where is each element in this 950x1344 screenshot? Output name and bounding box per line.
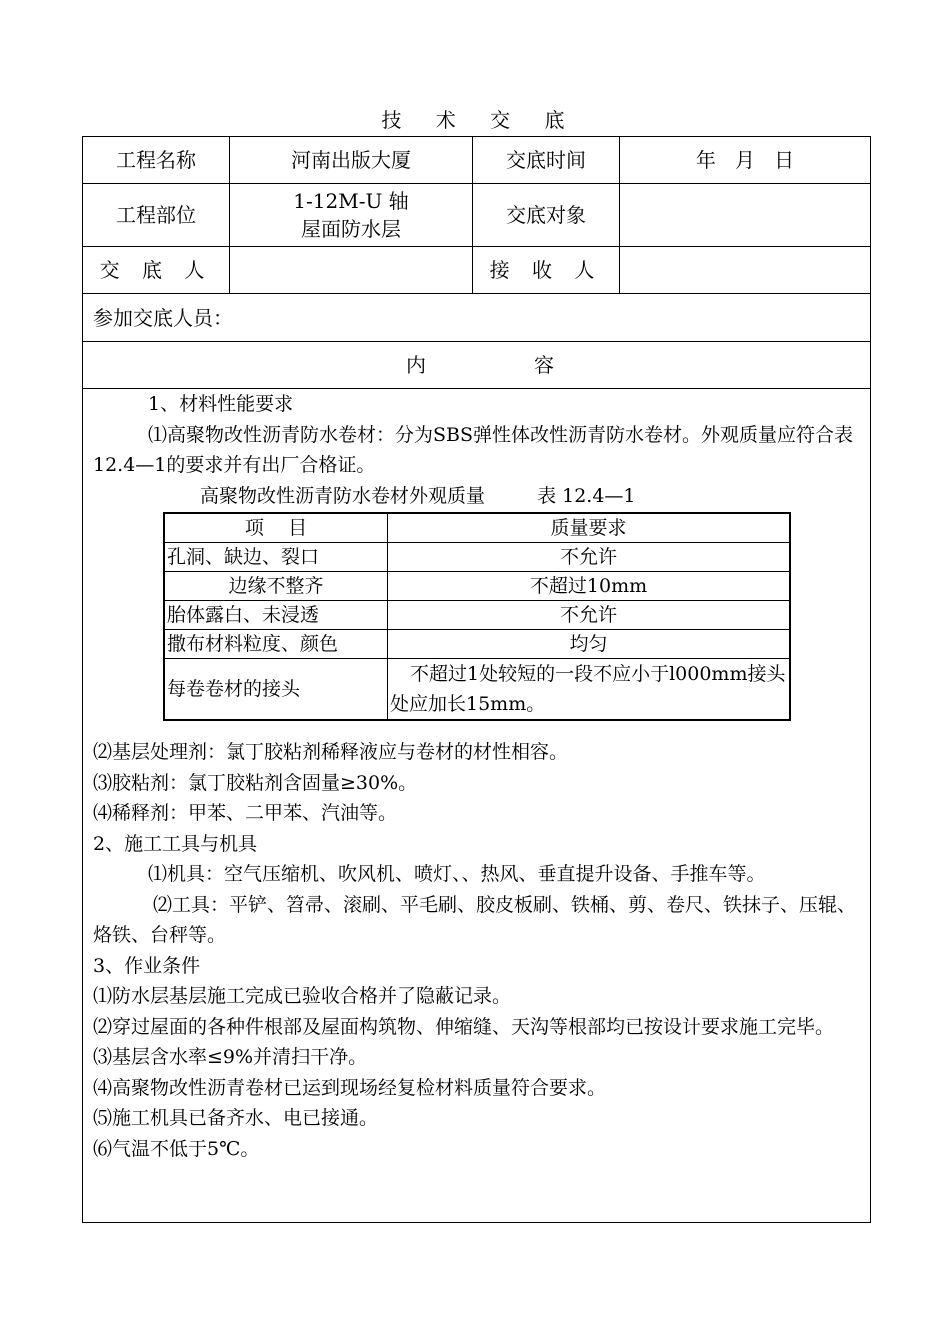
- table-caption-title: 高聚物改性沥青防水卷材外观质量: [200, 485, 486, 507]
- disclosure-form: [82, 136, 871, 1223]
- table-header-row: [164, 513, 790, 543]
- section-2-heading: 2、施工工具与机具: [93, 832, 258, 855]
- part-value-line2: 屋面防水层: [301, 217, 401, 241]
- section-1-paragraph-2: ⑵基层处理剂：氯丁胶粘剂稀释液应与卷材的材性相容。: [93, 741, 569, 763]
- table-cell: 不允许: [388, 601, 791, 630]
- section-3-paragraph-3: ⑶基层含水率≤9%并清扫干净。: [93, 1046, 368, 1068]
- part-value: [230, 184, 472, 246]
- receiver-label: 接 收 人: [489, 258, 603, 282]
- table-cell: 不超过10mm: [388, 572, 791, 601]
- table-cell: 边缘不整齐: [164, 572, 388, 601]
- participants-label: 参加交底人员：: [93, 305, 233, 330]
- table-cell: 胎体露白、未浸透: [164, 601, 388, 630]
- table-row: [164, 659, 790, 721]
- section-3-paragraph-4: ⑷高聚物改性沥青卷材已运到现场经复检材料质量符合要求。: [93, 1076, 607, 1099]
- content-heading-1: 内: [406, 353, 426, 377]
- target-value: [620, 184, 870, 246]
- content-section-1: [93, 389, 863, 481]
- section-2-paragraph-2: ⑵工具：平铲、笤帚、滚刷、平毛刷、胶皮板刷、铁桶、剪、卷尺、铁抹子、压辊、烙铁、台秤等。: [93, 893, 857, 946]
- quality-table: [163, 512, 791, 721]
- date-value: 年 月 日: [695, 148, 795, 172]
- content-section-rest: [93, 737, 863, 1164]
- content-heading-2: 容: [534, 353, 554, 377]
- section-3-paragraph-1: ⑴防水层基层施工完成已验收合格并了隐蔽记录。: [93, 985, 512, 1007]
- project-name-label: 工程名称: [116, 148, 196, 172]
- part-label: 工程部位: [116, 203, 196, 227]
- table-caption-number: 表 12.4—1: [537, 485, 636, 507]
- table-cell: 均匀: [388, 630, 791, 659]
- table-row: [164, 543, 790, 572]
- table-header-item: 项 目: [164, 513, 388, 543]
- section-3-paragraph-5: ⑸施工机具已备齐水、电已接通。: [93, 1107, 379, 1129]
- table-header-requirement: 质量要求: [388, 513, 791, 543]
- date-label: 交底时间: [506, 148, 586, 172]
- table-cell: 撒布材料粒度、颜色: [164, 630, 388, 659]
- table-row: [164, 630, 790, 659]
- section-3-paragraph-6: ⑹气温不低于5℃。: [93, 1137, 260, 1160]
- section-2-paragraph-1: ⑴机具：空气压缩机、吹风机、喷灯、、热风、垂直提升设备、手推车等。: [148, 863, 766, 885]
- table-cell: 不允许: [388, 543, 791, 572]
- table-cell: 每卷卷材的接头: [164, 659, 388, 721]
- target-label: 交底对象: [506, 203, 586, 227]
- table-row: [164, 601, 790, 630]
- row-divider: [83, 341, 870, 342]
- section-1-paragraph-1: ⑴高聚物改性沥青防水卷材：分为SBS弹性体改性沥青防水卷材。外观质量应符合表12.4—1的要求并有出厂合格证。: [93, 423, 853, 476]
- section-3-paragraph-2: ⑵穿过屋面的各种件根部及屋面构筑物、伸缩缝、天沟等根部均已按设计要求施工完毕。: [93, 1015, 835, 1038]
- document-title: 技 术 交 底: [381, 108, 579, 132]
- section-1-paragraph-3: ⑶胶粘剂：氯丁胶粘剂含固量≥30%。: [93, 771, 418, 794]
- table-cell: 不超过1处较短的一段不应小于l000mm接头处应加长15mm。: [388, 659, 791, 721]
- part-value-line1: 1-12M-U 轴: [293, 189, 409, 213]
- section-1-heading: 1、材料性能要求: [148, 393, 294, 415]
- section-3-heading: 3、作业条件: [93, 954, 201, 977]
- presenter-label: 交 底 人: [99, 258, 213, 282]
- table-cell: 孔洞、缺边、裂口: [164, 543, 388, 572]
- presenter-value: [230, 247, 472, 293]
- receiver-value: [620, 247, 870, 293]
- table-caption: [200, 481, 800, 511]
- table-row: [164, 572, 790, 601]
- project-name-value: 河南出版大厦: [291, 148, 411, 172]
- section-1-paragraph-4: ⑷稀释剂：甲苯、二甲苯、汽油等。: [93, 802, 398, 824]
